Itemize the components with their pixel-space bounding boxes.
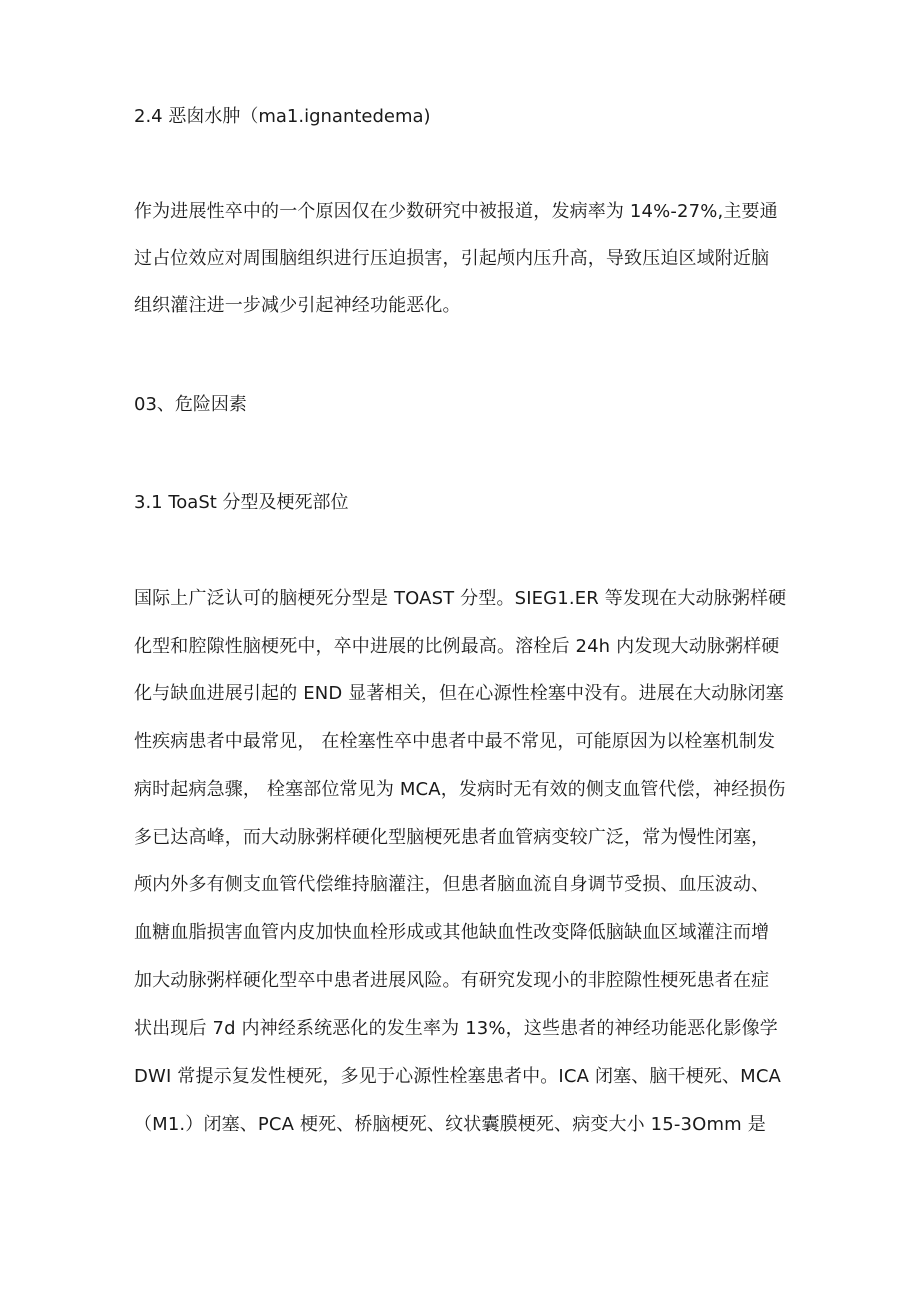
- paragraph-line: 血糖血脂损害血管内皮加快血栓形成或其他缺血性改变降低脑缺血区域灌注而增: [134, 922, 770, 943]
- paragraph-line: 性疾病患者中最常见， 在栓塞性卒中患者中最不常见，可能原因为以栓塞机制发: [134, 731, 776, 752]
- paragraph-line: 颅内外多有侧支血管代偿维持脑灌注，但患者脑血流自身调节受损、血压波动、: [134, 874, 770, 895]
- paragraph-line: 加大动脉粥样硬化型卒中患者进展风险。有研究发现小的非腔隙性梗死患者在症: [134, 970, 770, 991]
- paragraph-line: 作为进展性卒中的一个原因仅在少数研究中被报道，发病率为 14%-27%,主要通: [134, 201, 778, 222]
- section-heading-2-4: 2.4 恶囱水肿（ma1.ignantedema): [134, 106, 431, 127]
- paragraph-line: 化型和腔隙性脑梗死中，卒中进展的比例最高。溶栓后 24h 内发现大动脉粥样硬: [134, 636, 780, 657]
- paragraph-line: 病时起病急骤， 栓塞部位常见为 MCA，发病时无有效的侧支血管代偿，神经损伤: [134, 779, 786, 800]
- paragraph-line: 多已达高峰，而大动脉粥样硬化型脑梗死患者血管病变较广泛，常为慢性闭塞，: [134, 827, 770, 848]
- paragraph-line: 状出现后 7d 内神经系统恶化的发生率为 13%，这些患者的神经功能恶化影像学: [134, 1018, 778, 1039]
- paragraph-line: （M1.）闭塞、PCA 梗死、桥脑梗死、纹状囊膜梗死、病变大小 15-3Omm 是: [134, 1114, 766, 1135]
- section-heading-03: 03、危险因素: [134, 394, 247, 415]
- paragraph-line: 组织灌注进一步减少引起神经功能恶化。: [134, 295, 461, 316]
- paragraph-line: 化与缺血进展引起的 END 显著相关，但在心源性栓塞中没有。进展在大动脉闭塞: [134, 683, 784, 704]
- paragraph-line: 国际上广泛认可的脑梗死分型是 TOAST 分型。SIEG1.ER 等发现在大动脉粥样硬: [134, 588, 787, 609]
- paragraph-line: DWI 常提示复发性梗死，多见于心源性栓塞患者中。ICA 闭塞、脑干梗死、MCA: [134, 1066, 782, 1087]
- paragraph-line: 过占位效应对周围脑组织进行压迫损害，引起颅内压升高，导致压迫区域附近脑: [134, 248, 770, 269]
- section-heading-3-1: 3.1 ToaSt 分型及梗死部位: [134, 492, 349, 513]
